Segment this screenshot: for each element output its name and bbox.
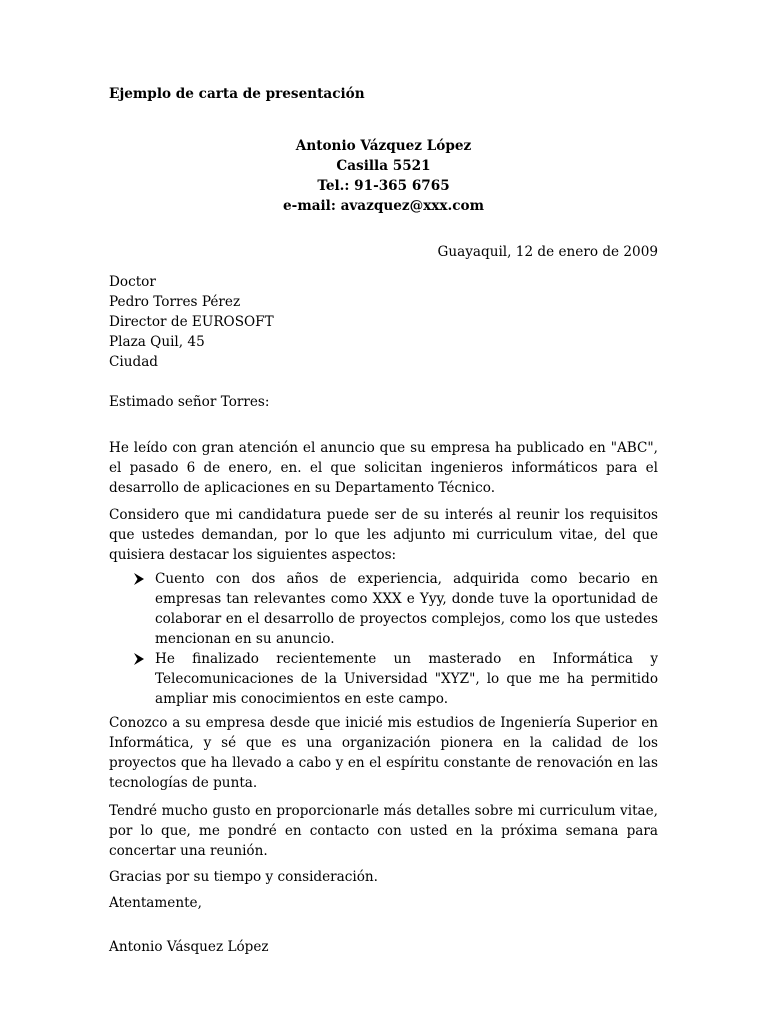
sender-phone: Tel.: 91-365 6765	[317, 178, 450, 194]
sender-address: Casilla 5521	[336, 158, 431, 174]
paragraph-4: Tendré mucho gusto en proporcionarle más detalles sobre mi curriculum vitae, por lo que, me pondré en contacto con usted en la próxima semana para concertar una reunión.	[109, 803, 658, 859]
letter-page	[109, 84, 658, 957]
signature: Antonio Vásquez López	[109, 939, 269, 955]
closing: Atentamente,	[109, 895, 202, 911]
document-title: Ejemplo de carta de presentación	[109, 86, 365, 102]
bullet-list	[109, 569, 658, 709]
arrowhead-icon	[133, 649, 147, 669]
recipient-city: Ciudad	[109, 354, 159, 370]
sender-block	[109, 136, 658, 216]
sender-name: Antonio Vázquez López	[295, 138, 472, 154]
sender-email: e-mail: avazquez@xxx.com	[283, 198, 484, 214]
list-item	[109, 649, 658, 709]
list-item	[109, 569, 658, 649]
recipient-position: Director de EUROSOFT	[109, 314, 274, 330]
bullet-text: Cuento con dos años de experiencia, adquirida como becario en empresas tan relevantes como XXX e Yyy, donde tuve la oportunidad de colaborar en el desarrollo de proyectos complejos, como los que ustedes mencionan en su anuncio.	[155, 571, 658, 647]
paragraph-3: Conozco a su empresa desde que inicié mis estudios de Ingeniería Superior en Informática, y sé que es una organización pionera en la calidad de los proyectos que ha llevado a cabo y en el espíritu constante de renovación en las tecnologías de punta.	[109, 715, 658, 791]
letter-date: Guayaquil, 12 de enero de 2009	[437, 244, 658, 260]
paragraph-1: He leído con gran atención el anuncio que su empresa ha publicado en "ABC", el pasado 6 de enero, en. el que solicitan ingenieros informáticos para el desarrollo de aplicaciones en su Departamento Técnico.	[109, 440, 658, 496]
recipient-title: Doctor	[109, 274, 156, 290]
recipient-street: Plaza Quil, 45	[109, 334, 205, 350]
recipient-block	[109, 272, 658, 372]
recipient-name: Pedro Torres Pérez	[109, 294, 241, 310]
salutation: Estimado señor Torres:	[109, 394, 270, 410]
paragraph-2: Considero que mi candidatura puede ser de su interés al reunir los requisitos que ustedes demandan, por lo que les adjunto mi curriculum vitae, del que quisiera destacar los siguientes aspectos:	[109, 507, 658, 563]
bullet-text: He finalizado recientemente un masterado en Informática y Telecomunicaciones de la Universidad "XYZ", lo que me ha permitido ampliar mis conocimientos en este campo.	[155, 651, 658, 707]
paragraph-5: Gracias por su tiempo y consideración.	[109, 869, 378, 885]
arrowhead-icon	[133, 569, 147, 589]
